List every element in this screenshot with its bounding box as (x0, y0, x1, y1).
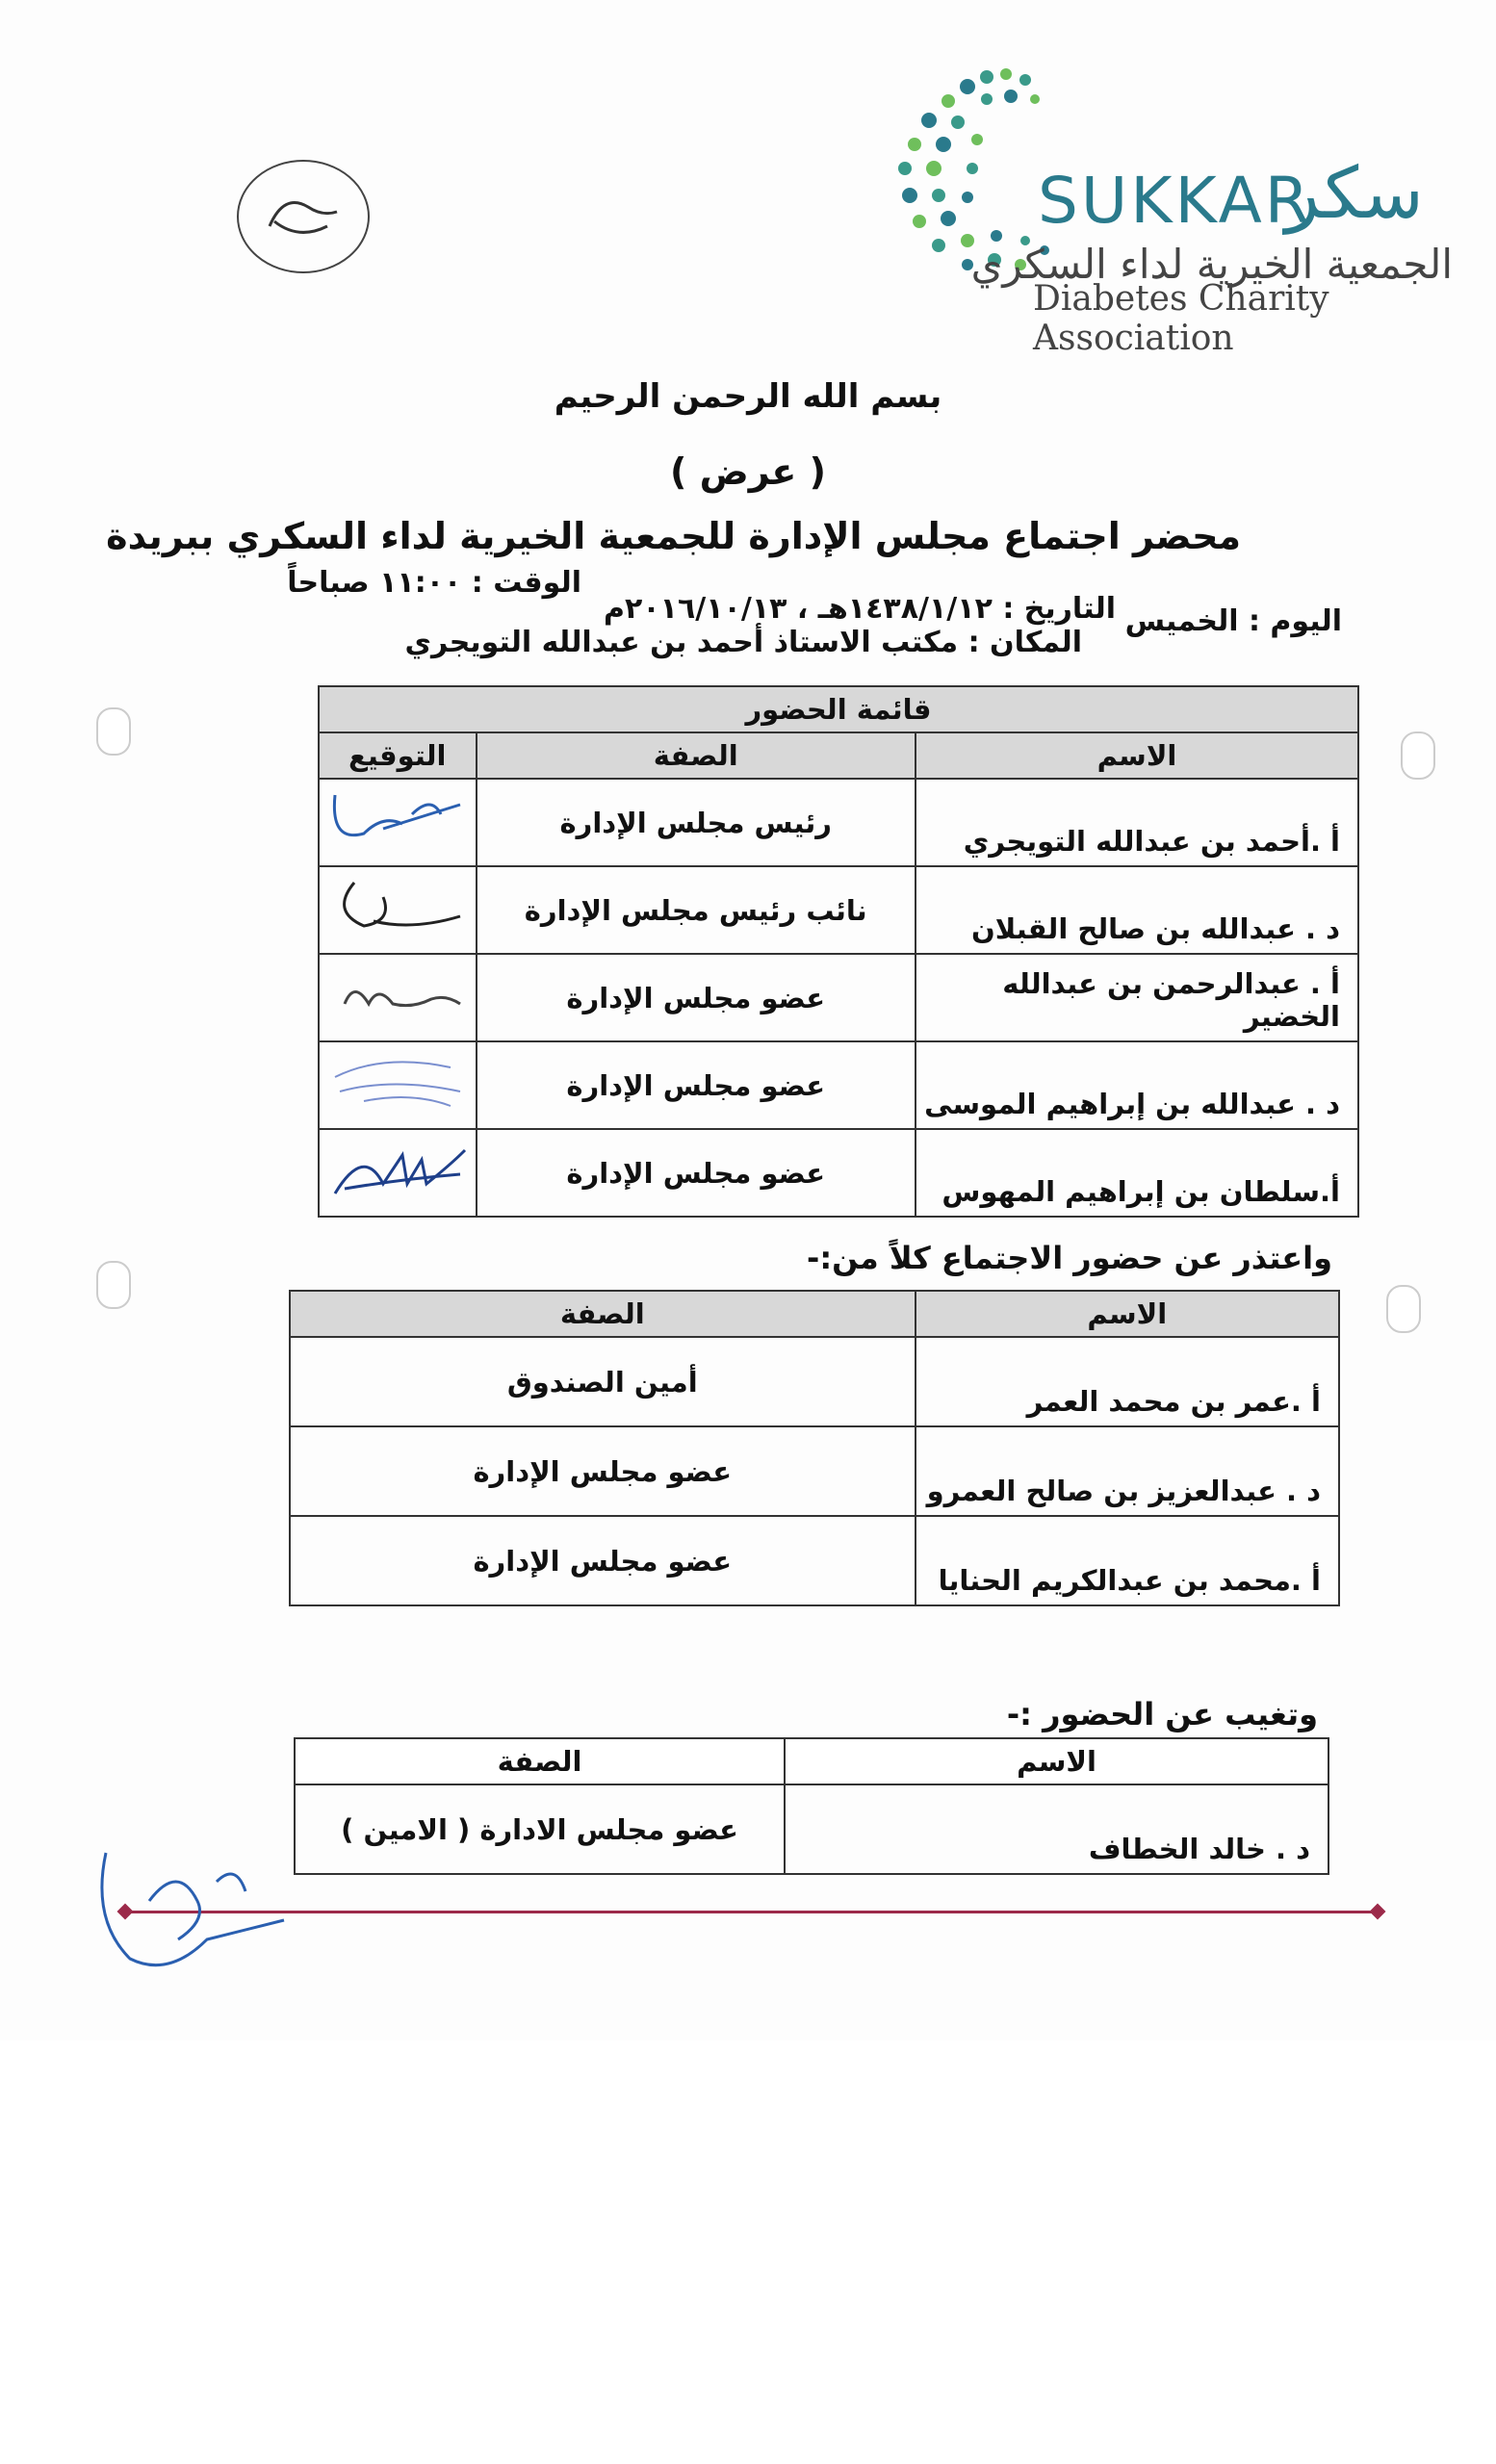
apologized-name: أ .عمر بن محمد العمر (916, 1337, 1340, 1426)
brand-name-ar: سكر (1285, 152, 1424, 235)
circled-initial-mark (231, 154, 375, 279)
footer-rule (125, 1911, 1377, 1913)
handwritten-signature (325, 1136, 470, 1203)
meeting-time: الوقت : ١١:٠٠ صباحاً (287, 566, 581, 600)
header-name: الاسم (785, 1738, 1328, 1784)
punch-hole (96, 1261, 131, 1309)
header-role: الصفة (290, 1291, 916, 1337)
handwritten-signature (325, 785, 470, 853)
table-row (295, 1784, 1328, 1874)
attendee-name: أ . عبدالرحمن بن عبدالله الخضير (916, 954, 1358, 1041)
absent-role: عضو مجلس الادارة ( الامين ) (295, 1784, 785, 1874)
attendee-role: عضو مجلس الإدارة (477, 1129, 916, 1217)
table-row (319, 779, 1358, 866)
document-title: محضر اجتماع مجلس الإدارة للجمعية الخيرية لداء السكري ببريدة (106, 515, 1241, 557)
meeting-day: اليوم : الخميس (1124, 604, 1342, 638)
signature-cell (319, 866, 477, 954)
bismillah-heading: بسم الله الرحمن الرحيم (554, 377, 942, 416)
attendee-role: عضو مجلس الإدارة (477, 954, 916, 1041)
attendee-name: د . عبدالله بن صالح القبلان (916, 866, 1358, 954)
signature-cell (319, 779, 477, 866)
apologized-heading: واعتذر عن حضور الاجتماع كلاً من:- (807, 1240, 1332, 1276)
header-name: الاسم (916, 732, 1358, 779)
organization-name-ar: الجمعية الخيرية لداء السكري (970, 241, 1453, 288)
attendance-table (318, 685, 1359, 1218)
brand-name-en: SUKKAR (1038, 164, 1312, 238)
table-row (319, 866, 1358, 954)
attendee-name: د . عبدالله بن إبراهيم الموسى (916, 1041, 1358, 1129)
absent-name: د . خالد الخطاف (785, 1784, 1328, 1874)
header-name: الاسم (916, 1291, 1340, 1337)
table-row (319, 954, 1358, 1041)
attendee-name: أ .أحمد بن عبدالله التويجري (916, 779, 1358, 866)
handwritten-signature (325, 1048, 470, 1116)
header-signature: التوقيع (319, 732, 477, 779)
header-role: الصفة (295, 1738, 785, 1784)
signature-cell (319, 1041, 477, 1129)
handwritten-signature (325, 961, 470, 1028)
apologized-table (289, 1290, 1340, 1606)
punch-hole (96, 707, 131, 756)
table-row (319, 1041, 1358, 1129)
attendance-caption: قائمة الحضور (319, 686, 1358, 732)
signature-cell (319, 1129, 477, 1217)
attendee-role: عضو مجلس الإدارة (477, 1041, 916, 1129)
table-row (290, 1337, 1339, 1426)
table-row (290, 1426, 1339, 1516)
attendee-role: نائب رئيس مجلس الإدارة (477, 866, 916, 954)
meeting-place: المكان : مكتب الاستاذ أحمد بن عبدالله التويجري (404, 626, 1082, 659)
meeting-date: التاريخ : ١٤٣٨/١/١٢هـ ، ٢٠١٦/١٠/١٣م (604, 592, 1116, 626)
signature-cell (319, 954, 477, 1041)
table-row (319, 1129, 1358, 1217)
apologized-name: أ .محمد بن عبدالكريم الحنايا (916, 1516, 1340, 1605)
apologized-name: د . عبدالعزيز بن صالح العمرو (916, 1426, 1340, 1516)
attendee-role: رئيس مجلس الإدارة (477, 779, 916, 866)
table-row (290, 1516, 1339, 1605)
header-role: الصفة (477, 732, 916, 779)
absent-heading: وتغيب عن الحضور :- (1006, 1696, 1318, 1732)
handwritten-signature (325, 873, 470, 940)
apologized-role: عضو مجلس الإدارة (290, 1426, 916, 1516)
footer-rule-dot (1370, 1904, 1386, 1920)
absent-table (294, 1737, 1329, 1875)
attendee-name: أ.سلطان بن إبراهيم المهوس (916, 1129, 1358, 1217)
organization-name-en: Diabetes Charity Association (1033, 279, 1329, 358)
punch-hole (1401, 732, 1435, 780)
footer-signature (91, 1843, 303, 1988)
punch-hole (1386, 1285, 1421, 1333)
apologized-role: عضو مجلس الإدارة (290, 1516, 916, 1605)
document-type-label: ( عرض ) (670, 450, 826, 493)
apologized-role: أمين الصندوق (290, 1337, 916, 1426)
